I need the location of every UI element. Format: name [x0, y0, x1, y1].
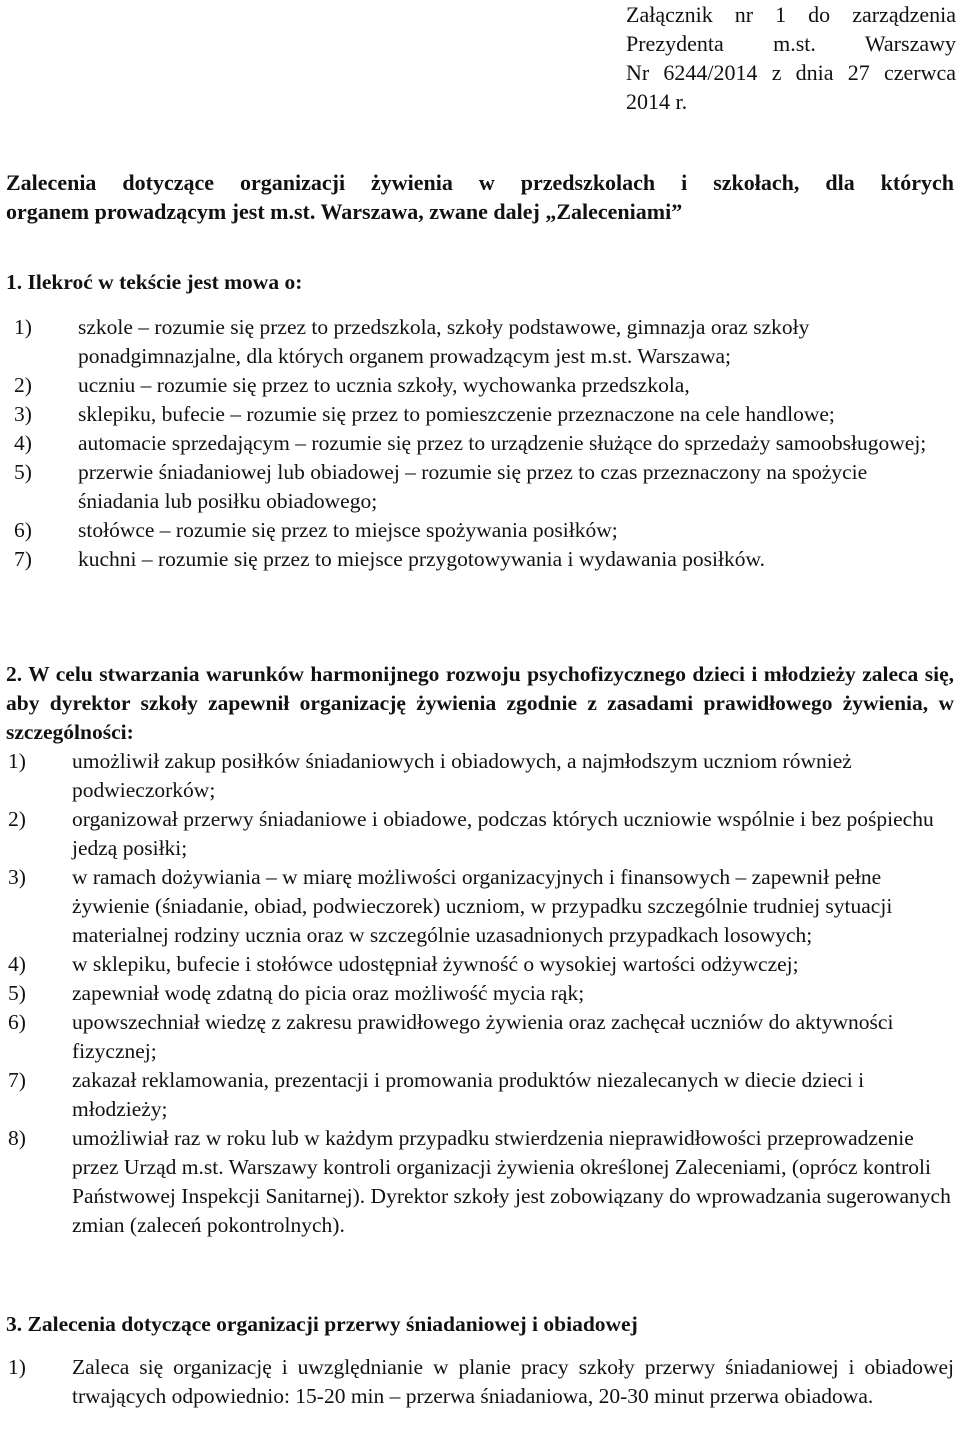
list-item: 2) organizował przerwy śniadaniowe i obiadowe, podczas których uczniowie wspólnie i bez pośpiechu jedzą posiłki;: [8, 807, 934, 860]
list-item: 1) szkole – rozumie się przez to przedszkola, szkoły podstawowe, gimnazja oraz szkoły ponadgimnazjalne, dla których organem prowadzącym jest m.st. Warszawa;: [14, 315, 810, 368]
list-item: 5) zapewniał wodę zdatną do picia oraz możliwość mycia rąk;: [8, 981, 585, 1005]
list-item: 1) Zaleca się organizację i uwzględnianie w planie pracy szkoły przerwy śniadaniowej i obiadowej trwających odpowiednio: 15-20 min – przerwa śniadaniowa, 20-30 minut przerwa obiadowa.: [8, 1355, 954, 1408]
list-item: 2) uczniu – rozumie się przez to ucznia szkoły, wychowanka przedszkola,: [14, 373, 690, 397]
list-item: 8) umożliwiał raz w roku lub w każdym przypadku stwierdzenia nieprawidłowości przeprowadzenie przez Urząd m.st. Warszawy kontroli organizacji żywienia określonej Zaleceniami, (oprócz kontroli Państwowej Inspekcji Sanitarnej). Dyrektor szkoły jest zobowiązany do wprowadzania sugerowanych zmian (zaleceń pokontrolnych).: [8, 1126, 951, 1237]
list-item: 6) stołówce – rozumie się przez to miejsce spożywania posiłków;: [14, 518, 618, 542]
section-3-list: [6, 1353, 954, 1411]
list-item: 4) automacie sprzedającym – rozumie się przez to urządzenie służące do sprzedaży samoobsługowej;: [14, 431, 927, 455]
list-item: 6) upowszechniał wiedzę z zakresu prawidłowego żywienia oraz zachęcał uczniów do aktywności fizycznej;: [8, 1010, 894, 1063]
annex-header: [626, 0, 956, 116]
section-2-intro: 2. W celu stwarzania warunków harmonijnego rozwoju psychofizycznego dzieci i młodzieży zaleca się, aby dyrektor szkoły zapewnił organizację żywienia zgodnie z zasadami prawidłowego żywienia, w szczególności:: [6, 662, 954, 744]
section-3-heading: 3. Zalecenia dotyczące organizacji przerwy śniadaniowej i obiadowej: [6, 1312, 638, 1336]
list-item: 7) zakazał reklamowania, prezentacji i promowania produktów niezalecanych w diecie dzieci i młodzieży;: [8, 1068, 865, 1121]
annex-line-3: Nr 6244/2014 z dnia 27 czerwca: [626, 60, 956, 85]
document-title: [6, 168, 954, 226]
section-2-list: [6, 747, 956, 1240]
list-item: 1) umożliwił zakup posiłków śniadaniowych i obiadowych, a najmłodszym uczniom również podwieczorków;: [8, 749, 852, 802]
annex-line-4: 2014 r.: [626, 89, 688, 114]
list-item: 4) w sklepiku, bufecie i stołówce udostępniał żywność o wysokiej wartości odżywczej;: [8, 952, 799, 976]
section-1-list: [6, 313, 950, 574]
list-item: 3) sklepiku, bufecie – rozumie się przez to pomieszczenie przeznaczone na cele handlowe;: [14, 402, 835, 426]
title-line-1: Zalecenia dotyczące organizacji żywienia w przedszkolach i szkołach, dla których: [6, 170, 954, 195]
section-1-heading: 1. Ilekroć w tekście jest mowa o:: [6, 270, 303, 294]
list-item: 7) kuchni – rozumie się przez to miejsce przygotowywania i wydawania posiłków.: [14, 547, 766, 571]
title-line-2: organem prowadzącym jest m.st. Warszawa, zwane dalej „Zaleceniami”: [6, 199, 683, 224]
annex-line-1: Załącznik nr 1 do zarządzenia: [626, 2, 956, 27]
list-item: 3) w ramach dożywiania – w miarę możliwości organizacyjnych i finansowych – zapewnił pełne żywienie (śniadanie, obiad, podwieczorek) uczniom, w przypadku szczególnie trudniej sytuacji materialnej rodziny ucznia oraz w szczególnie uzasadnionych przypadkach losowych;: [8, 865, 893, 947]
annex-line-2: Prezydenta m.st. Warszawy: [626, 31, 956, 56]
list-item: 5) przerwie śniadaniowej lub obiadowej – rozumie się przez to czas przeznaczony na spożycie śniadania lub posiłku obiadowego;: [14, 460, 868, 513]
